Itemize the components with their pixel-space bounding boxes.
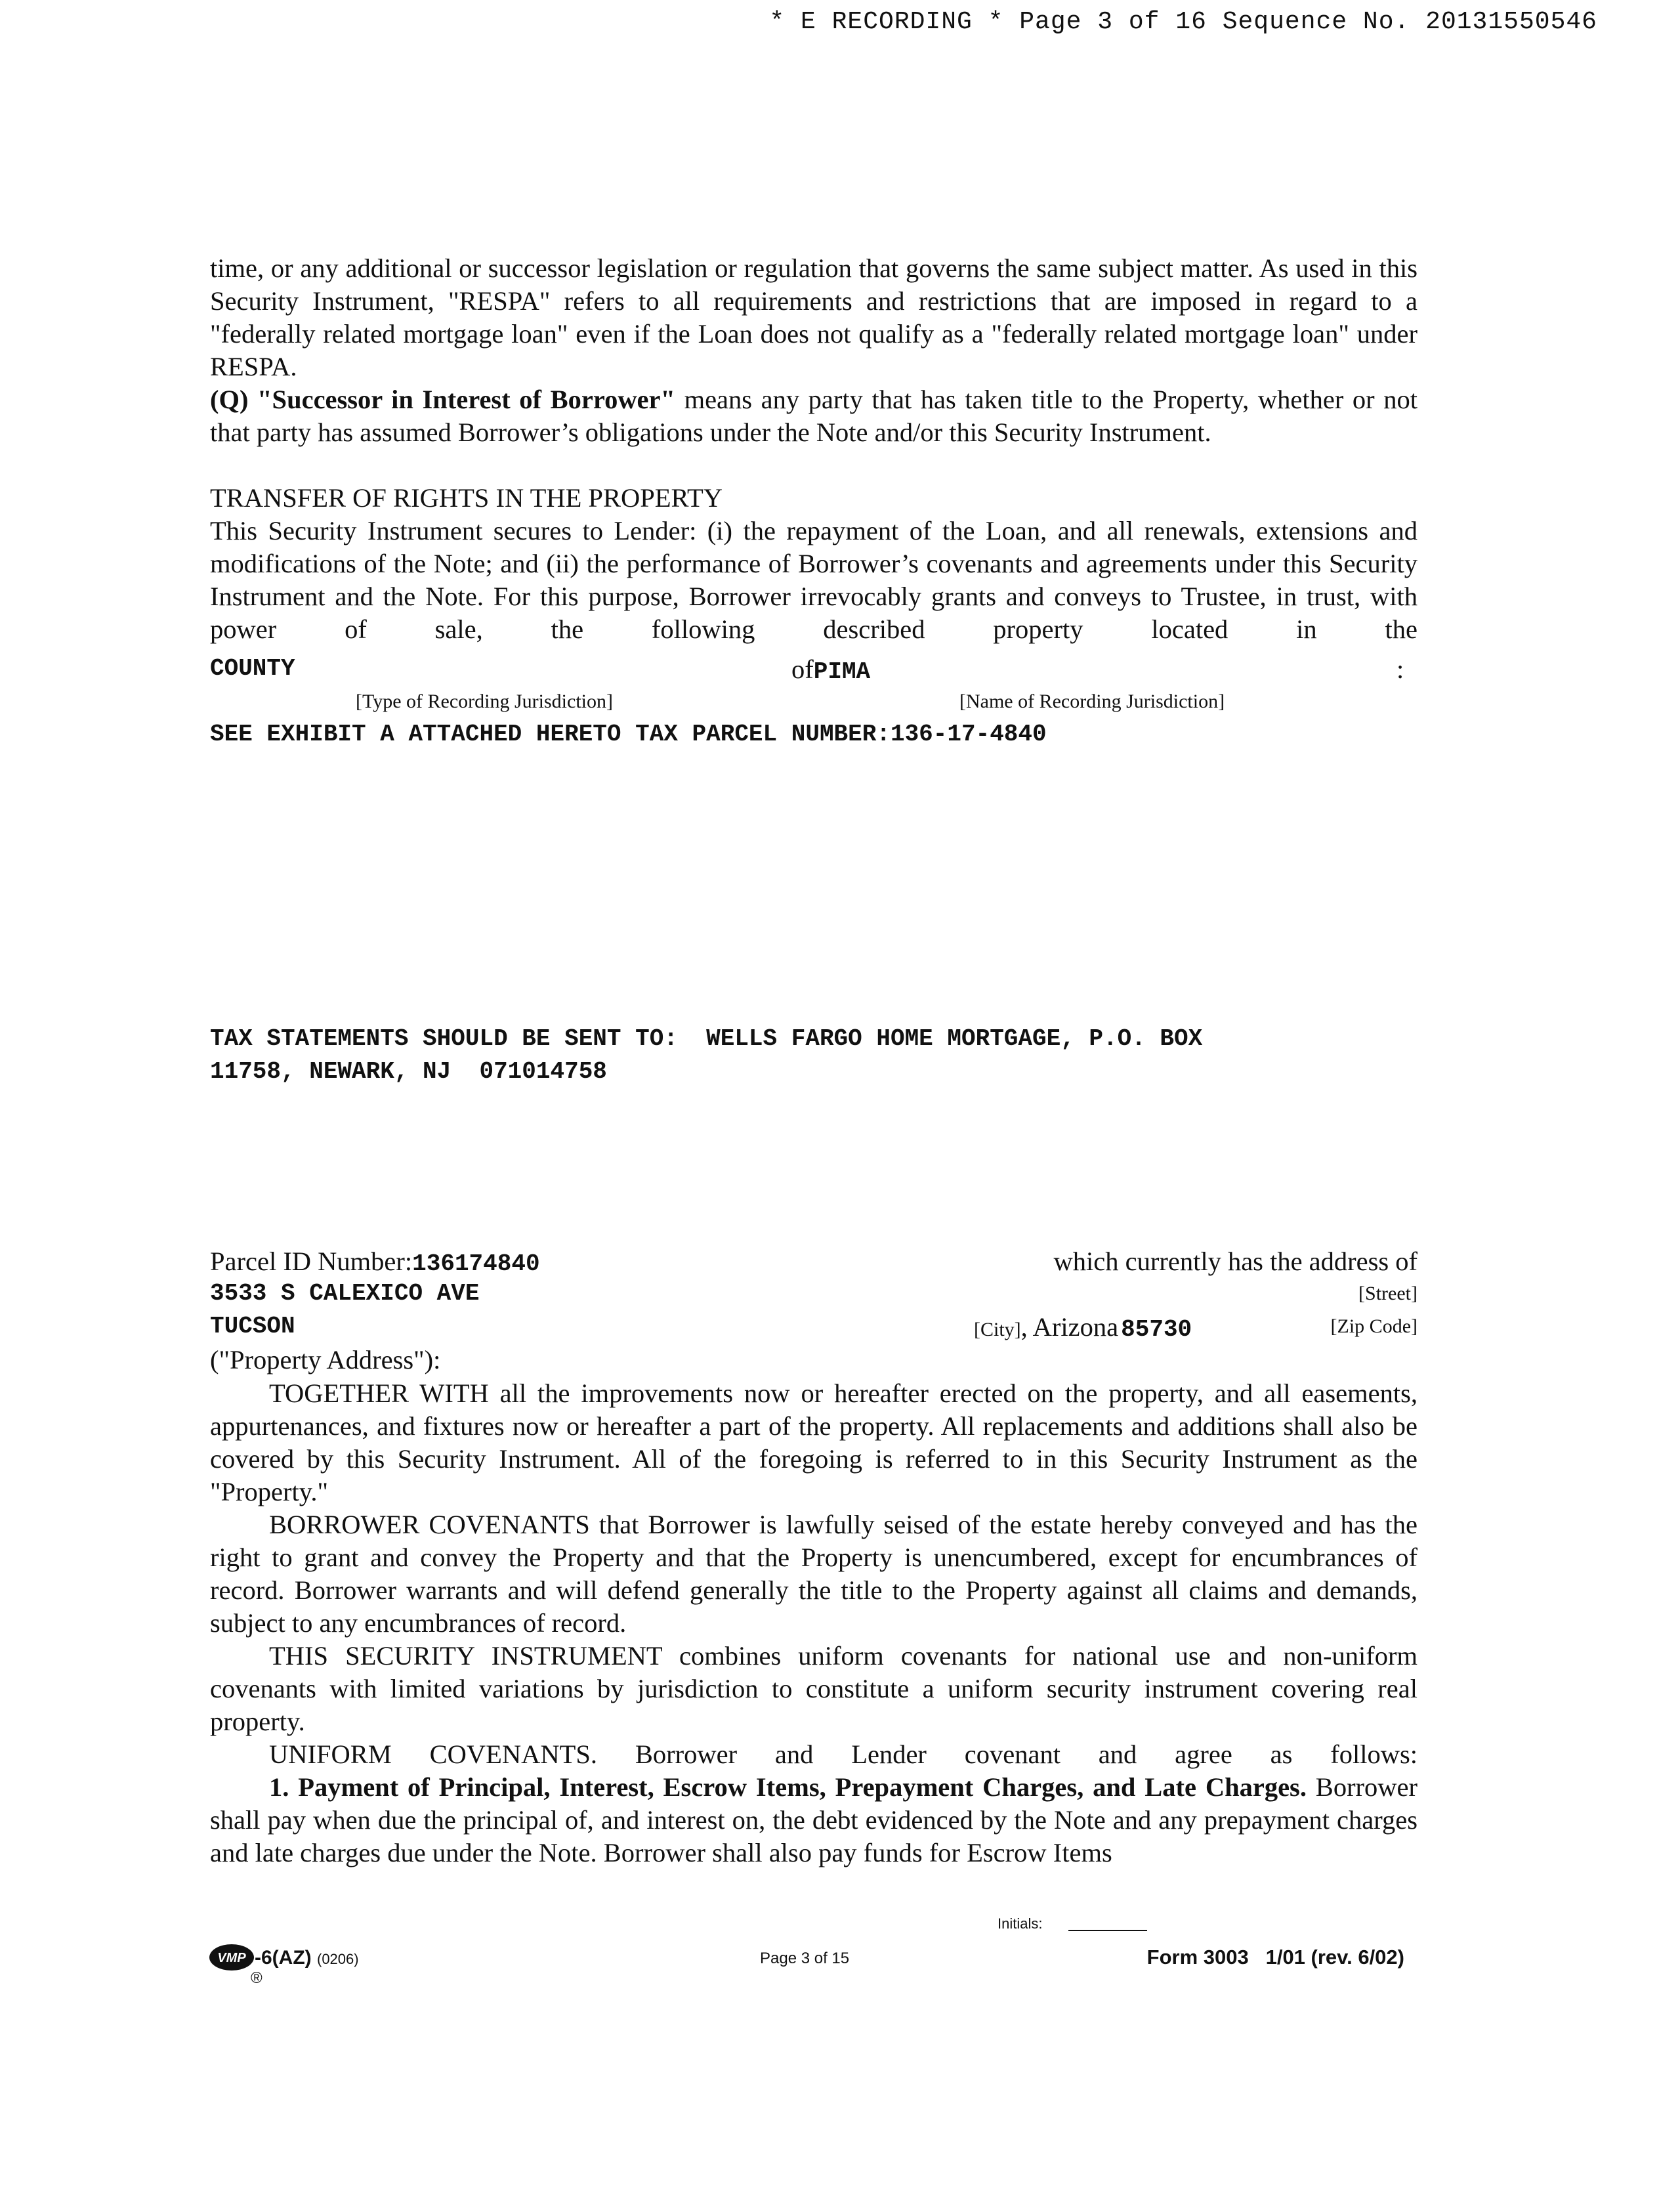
respa-paragraph: time, or any additional or successor legislation or regulation that governs the same subject matter. As used in this Security Instrument, "RESPA" refers to all requirements and restrictions that are imposed in regard to a "federally related mortgage loan" even if the Loan does not qualify as a "federally related mortgage loan" under RESPA. [210, 253, 1418, 381]
which-address-text: which currently has the address of [1053, 1247, 1418, 1276]
legal-description: SEE EXHIBIT A ATTACHED HERETO TAX PARCEL NUMBER:136-17-4840 [210, 721, 1047, 748]
city-caption: [City] [974, 1319, 1021, 1340]
covenant-paragraphs [210, 1377, 1418, 1869]
borrower-covenants-paragraph: BORROWER COVENANTS that Borrower is lawfully seised of the estate hereby conveyed and has the right to grant and convey the Property and that the Property is unencumbered, except for encumbrances of record. Borrower warrants and will defend generally the title to the Property against all claims and demands, subject to any encumbrances of record. [210, 1510, 1418, 1638]
tax-statements-line1: TAX STATEMENTS SHOULD BE SENT TO: WELLS FARGO HOME MORTGAGE, P.O. BOX [210, 1025, 1203, 1052]
initials-line [1068, 1930, 1147, 1931]
vmp-logo-icon [209, 1943, 255, 1972]
vmp-logo [209, 1943, 255, 1972]
definition-q-label: (Q) "Successor in Interest of Borrower" [210, 385, 675, 414]
form-code [255, 1947, 359, 1969]
jurisdiction-name: PIMA [813, 658, 871, 685]
definition-q [210, 383, 1418, 449]
jurisdiction-type: COUNTY [210, 655, 295, 682]
definition-q-text: means any party that has taken title to the Property, whether or not that party has assumed Borrower’s obligations under the Note and/or this Security Instrument. [210, 385, 1418, 447]
property-address-label: ("Property Address"): [210, 1345, 441, 1375]
security-instrument-paragraph: THIS SECURITY INSTRUMENT combines uniform covenants for national use and non-uniform covenants with limited variations by jurisdiction to constitute a uniform security instrument covering real property. [210, 1641, 1418, 1736]
zip: 85730 [1121, 1316, 1192, 1343]
city-state-zip [974, 1311, 1192, 1343]
transfer-paragraph: This Security Instrument secures to Lender: (i) the repayment of the Loan, and all renewals, extensions and modifications of the Note; and (ii) the performance of Borrower’s covenants and agreements under this Security Instrument and the Note. For this purpose, Borrower irrevocably grants and conveys to Trustee, in trust, with power of sale, the following described property located in the [210, 516, 1418, 644]
initials-label: Initials: [998, 1915, 1043, 1932]
street: 3533 S CALEXICO AVE [210, 1280, 480, 1307]
definitions-block [210, 252, 1418, 449]
payment-paragraph [210, 1771, 1418, 1869]
registered-mark: ® [251, 1969, 262, 1987]
state-text: , Arizona [1020, 1312, 1119, 1342]
payment-text: Borrower shall pay when due the principal of, and interest on, the debt evidenced by the Note and any prepayment charges and late charges due under the Note. Borrower shall also pay funds for Escrow Items [210, 1772, 1418, 1867]
jurisdiction-of [791, 654, 870, 685]
transfer-heading: TRANSFER OF RIGHTS IN THE PROPERTY [210, 483, 723, 513]
street-caption: [Street] [1358, 1283, 1418, 1304]
parcel-line [210, 1246, 540, 1277]
together-paragraph: TOGETHER WITH all the improvements now or hereafter erected on the property, and all easements, appurtenances, and fixtures now or hereafter a part of the property. All replacements and additions shall also be covered by this Security Instrument. All of the foregoing is referred to in this Security Instrument as the "Property." [210, 1378, 1418, 1506]
form-number: Form 3003 1/01 (rev. 6/02) [1146, 1946, 1404, 1969]
footer-page-number: Page 3 of 15 [760, 1950, 850, 1967]
of-word: of [791, 654, 814, 684]
parcel-id: 136174840 [412, 1250, 540, 1277]
transfer-section [210, 482, 1418, 646]
type-caption: [Type of Recording Jurisdiction] [356, 691, 613, 712]
city: TUCSON [210, 1313, 295, 1340]
parcel-label: Parcel ID Number: [210, 1247, 413, 1276]
form-code-text: -6(AZ) [255, 1947, 312, 1969]
form-date: (0206) [317, 1951, 359, 1967]
tax-statements-line2: 11758, NEWARK, NJ 071014758 [210, 1058, 607, 1085]
zip-caption: [Zip Code] [1330, 1315, 1418, 1337]
tax-statements [210, 1023, 1202, 1088]
jurisdiction-colon: : [1396, 654, 1404, 684]
recording-header: * E RECORDING * Page 3 of 16 Sequence No. 20131550546 [769, 8, 1597, 36]
name-caption: [Name of Recording Jurisdiction] [959, 691, 1225, 712]
payment-heading: 1. Payment of Principal, Interest, Escrow Items, Prepayment Charges, and Late Charges. [269, 1772, 1307, 1802]
uniform-covenants-line: UNIFORM COVENANTS. Borrower and Lender covenant and agree as follows: [269, 1739, 1418, 1769]
svg-text:VMP: VMP [217, 1951, 246, 1965]
